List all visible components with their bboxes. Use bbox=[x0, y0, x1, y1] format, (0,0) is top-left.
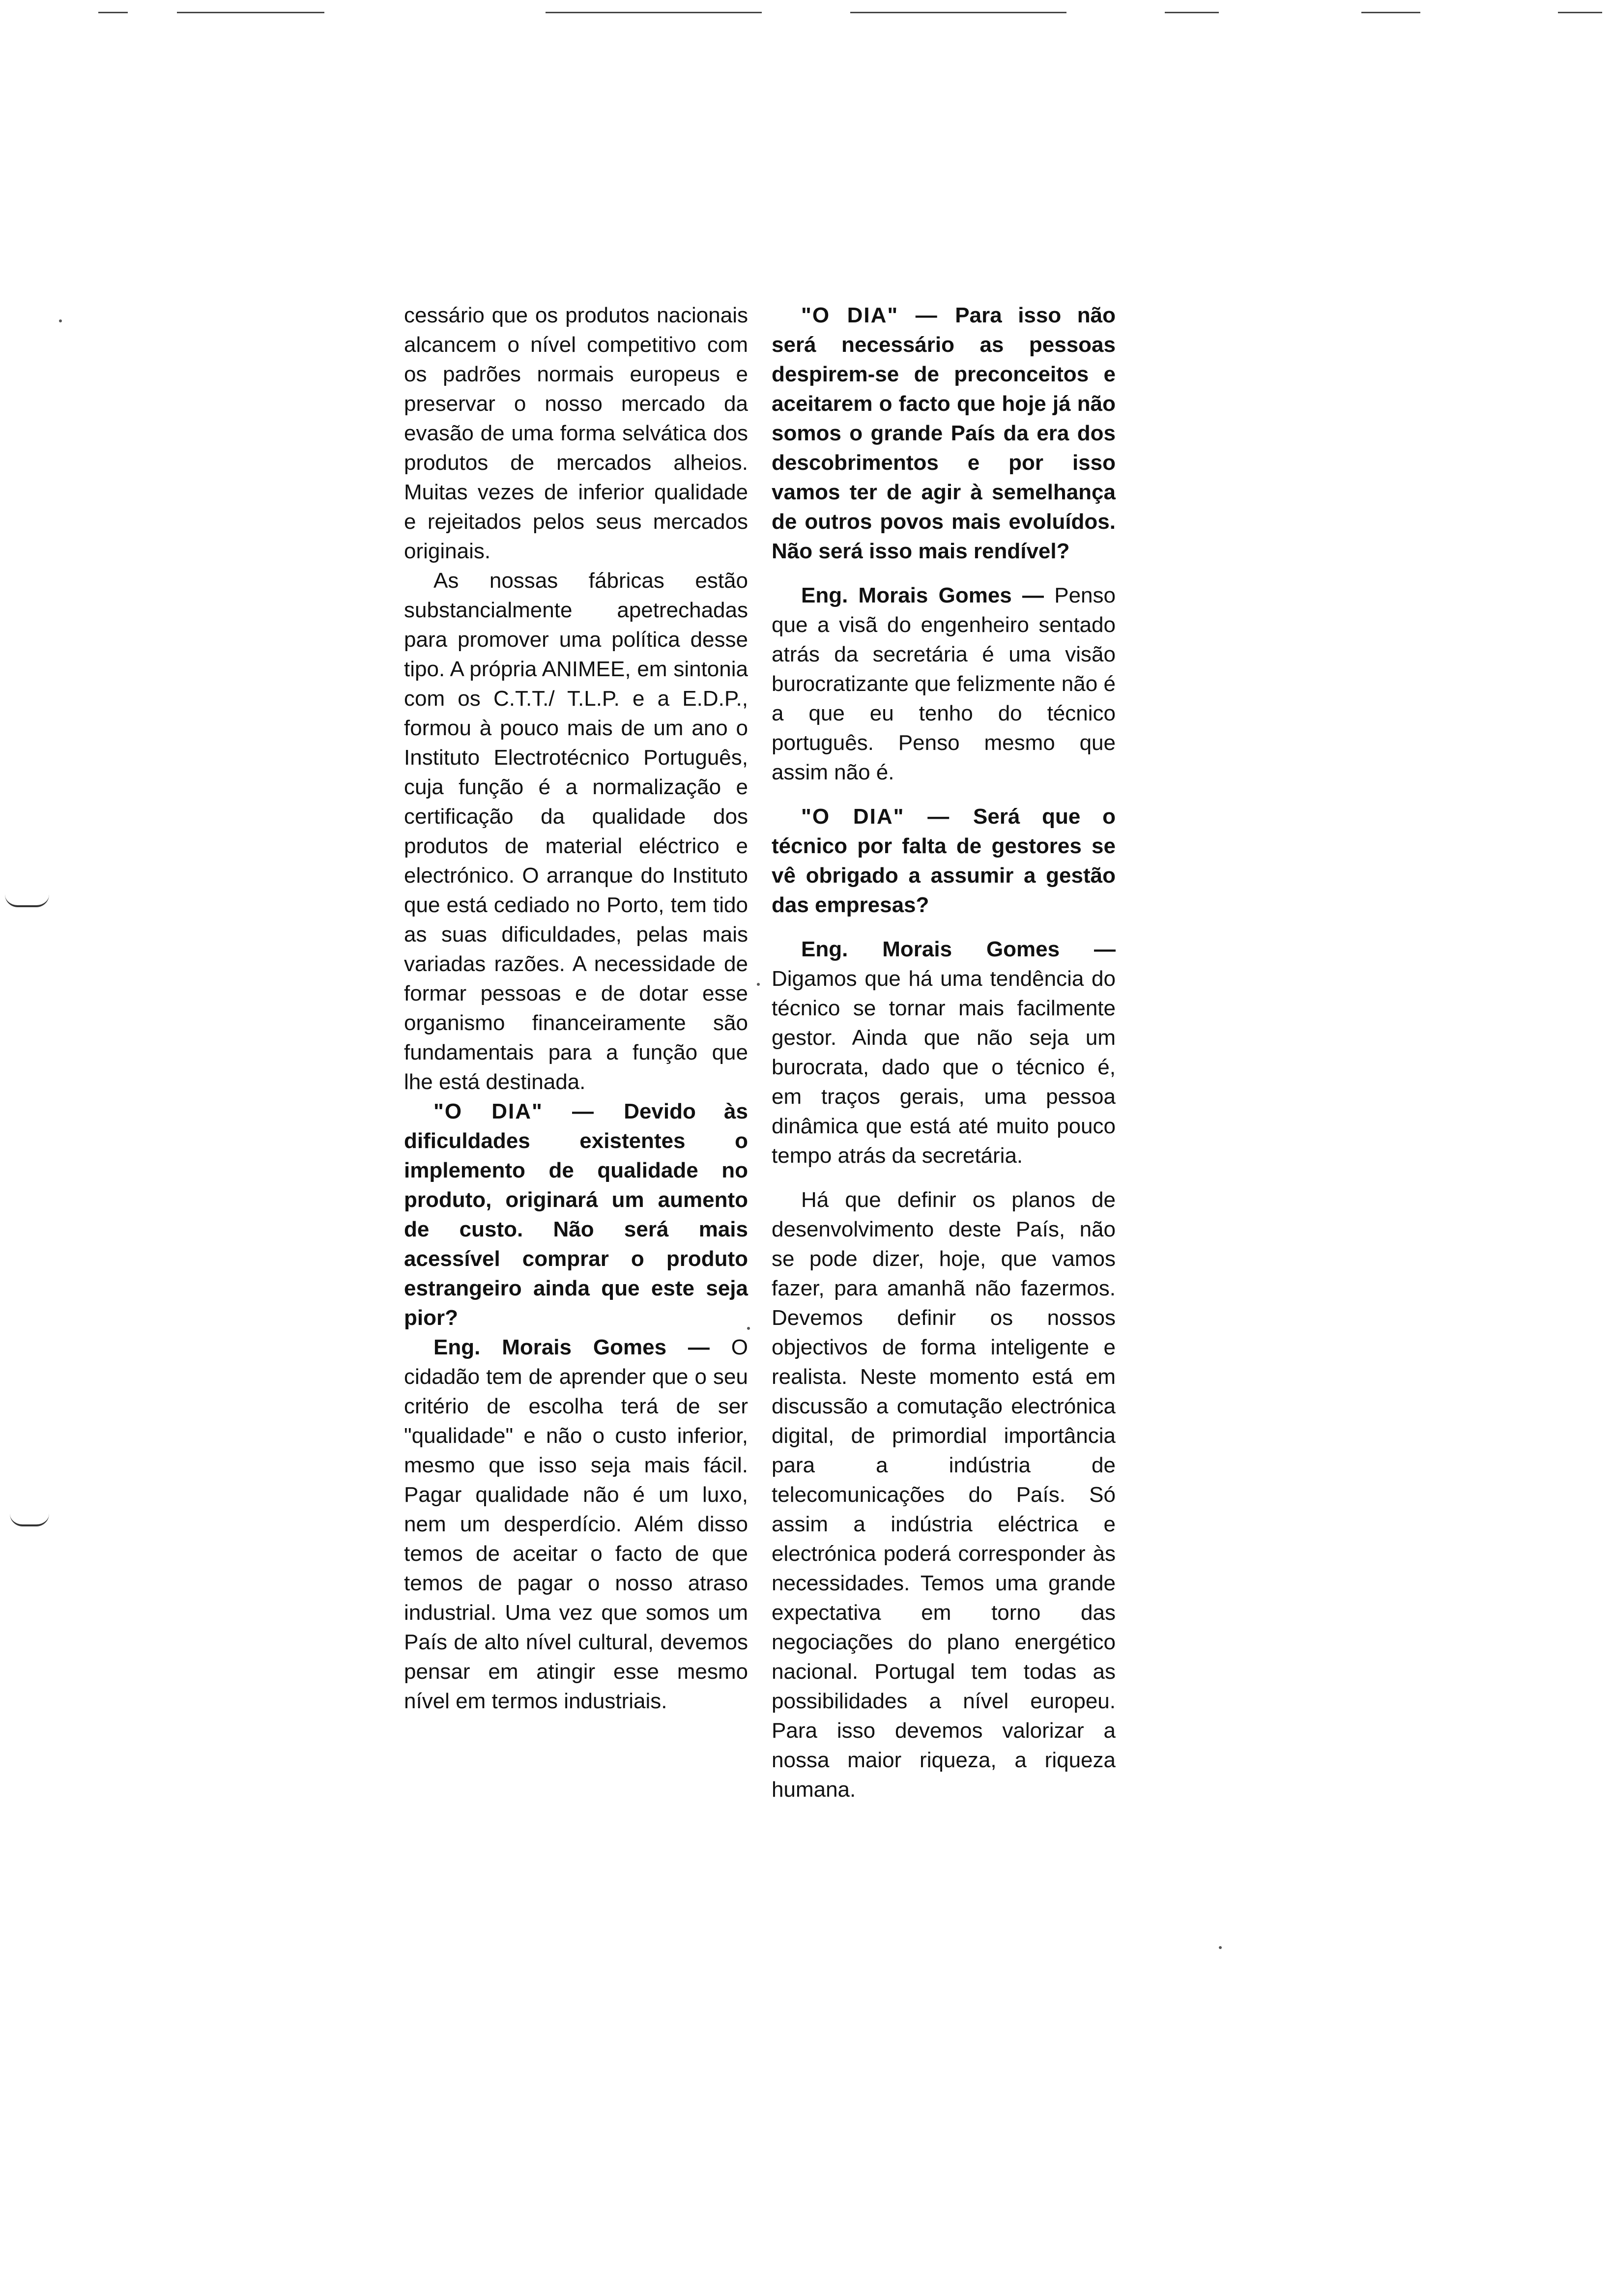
scan-top-rule bbox=[1558, 12, 1602, 13]
scan-top-rule bbox=[546, 12, 762, 13]
speaker-label: Eng. Morais Gomes — bbox=[801, 583, 1055, 607]
paragraph: Há que definir os planos de desenvolvimento deste País, não se pode dizer, hoje, que vamos fazer, para amanhã não fazermos. Devemos definir os nossos objectivos de forma inteligente e realista. Neste momento está em discussão a comutação electrónica digital, de primordial importância para a indústria de telecomunicações do País. Só assim a indústria eléctrica e electrónica poderá corresponder às necessidades. Temos uma grande expectativa em torno das negociações do plano energético nacional. Portugal tem todas as possibilidades a nível europeu. Para isso devemos valorizar a nossa maior riqueza, a riqueza humana. bbox=[772, 1188, 1116, 1802]
scan-speck bbox=[757, 983, 760, 986]
answer-text: Penso que a visã do engenheiro sentado atrás da secretária é uma visão burocratizante que felizmente não é a que eu tenho do técnico português. Penso mesmo que assim não é. bbox=[772, 583, 1116, 784]
question-text: Devido às dificuldades existentes o implemento de qualidade no produto, originará um aumento de custo. Não será mais acessível comprar o produto estrangeiro ainda que este seja pior? bbox=[404, 1099, 748, 1330]
scan-speck bbox=[1219, 1946, 1222, 1949]
scan-top-rule bbox=[1165, 12, 1219, 13]
article-column-left bbox=[404, 301, 748, 1716]
speaker-label: "O DIA" — bbox=[801, 303, 955, 327]
scan-margin-mark bbox=[5, 894, 49, 907]
scan-margin-mark bbox=[10, 1514, 49, 1526]
question-text: Será que o técnico por falta de gestores se vê obrigado a assumir a gestão das empresas? bbox=[772, 804, 1116, 917]
article-column-right bbox=[772, 301, 1116, 1805]
scan-top-rule bbox=[1361, 12, 1420, 13]
speaker-label: "O DIA" — bbox=[801, 804, 973, 829]
speaker-label: Eng. Morais Gomes — bbox=[801, 937, 1116, 961]
interview-answer bbox=[404, 1333, 748, 1716]
interview-question bbox=[772, 301, 1116, 566]
answer-text: O cidadão tem de aprender que o seu critério de escolha terá de ser "qualidade" e não o custo inferior, mesmo que isso seja mais fácil. Pagar qualidade não é um luxo, nem um desperdício. Além disso temos de aceitar o facto de que temos de pagar o nosso atraso industrial. Uma vez que somos um País de alto nível cultural, devemos pensar em atingir esse mesmo nível em termos industriais. bbox=[404, 1335, 748, 1713]
question-text: Para isso não será necessário as pessoas despirem-se de preconceitos e aceitarem o facto que hoje já não somos o grande País da era dos descobrimentos e por isso vamos ter de agir à semelhança de outros povos mais evoluídos. Não será isso mais rendível? bbox=[772, 303, 1116, 563]
speaker-label: Eng. Morais Gomes — bbox=[433, 1335, 731, 1359]
interview-question bbox=[404, 1097, 748, 1333]
paragraph: cessário que os produtos nacionais alcancem o nível competitivo com os padrões normais europeus e preservar o nosso mercado da evasão de uma forma selvática dos produtos de mercados alheios. Muitas vezes de inferior qualidade e rejeitados pelos seus mercados originais. bbox=[404, 303, 748, 563]
interview-question bbox=[772, 802, 1116, 920]
scan-top-rule bbox=[850, 12, 1066, 13]
scan-speck bbox=[59, 319, 62, 322]
answer-text: Digamos que há uma tendência do técnico se tornar mais facilmente gestor. Ainda que não seja um burocrata, dado que o técnico é, em traços gerais, uma pessoa dinâmica que está até muito pouco tempo atrás da secretária. bbox=[772, 967, 1116, 1168]
speaker-label: "O DIA" — bbox=[433, 1099, 624, 1123]
paragraph: As nossas fábricas estão substancialmente apetrechadas para promover uma política desse tipo. A própria ANIMEE, em sintonia com os C.T.T./ T.L.P. e a E.D.P., formou à pouco mais de um ano o Instituto Electrotécnico Português, cuja função é a normalização e certificação da qualidade dos produtos de material eléctrico e electrónico. O arranque do Instituto que está cediado no Porto, tem tido as suas dificuldades, pelas mais variadas razões. A necessidade de formar pessoas e de dotar esse organismo financeiramente são fundamentais para a função que lhe está destinada. bbox=[404, 569, 748, 1094]
scan-top-rule bbox=[98, 12, 128, 13]
scan-top-rule bbox=[177, 12, 324, 13]
interview-answer bbox=[772, 581, 1116, 787]
interview-answer bbox=[772, 935, 1116, 1171]
